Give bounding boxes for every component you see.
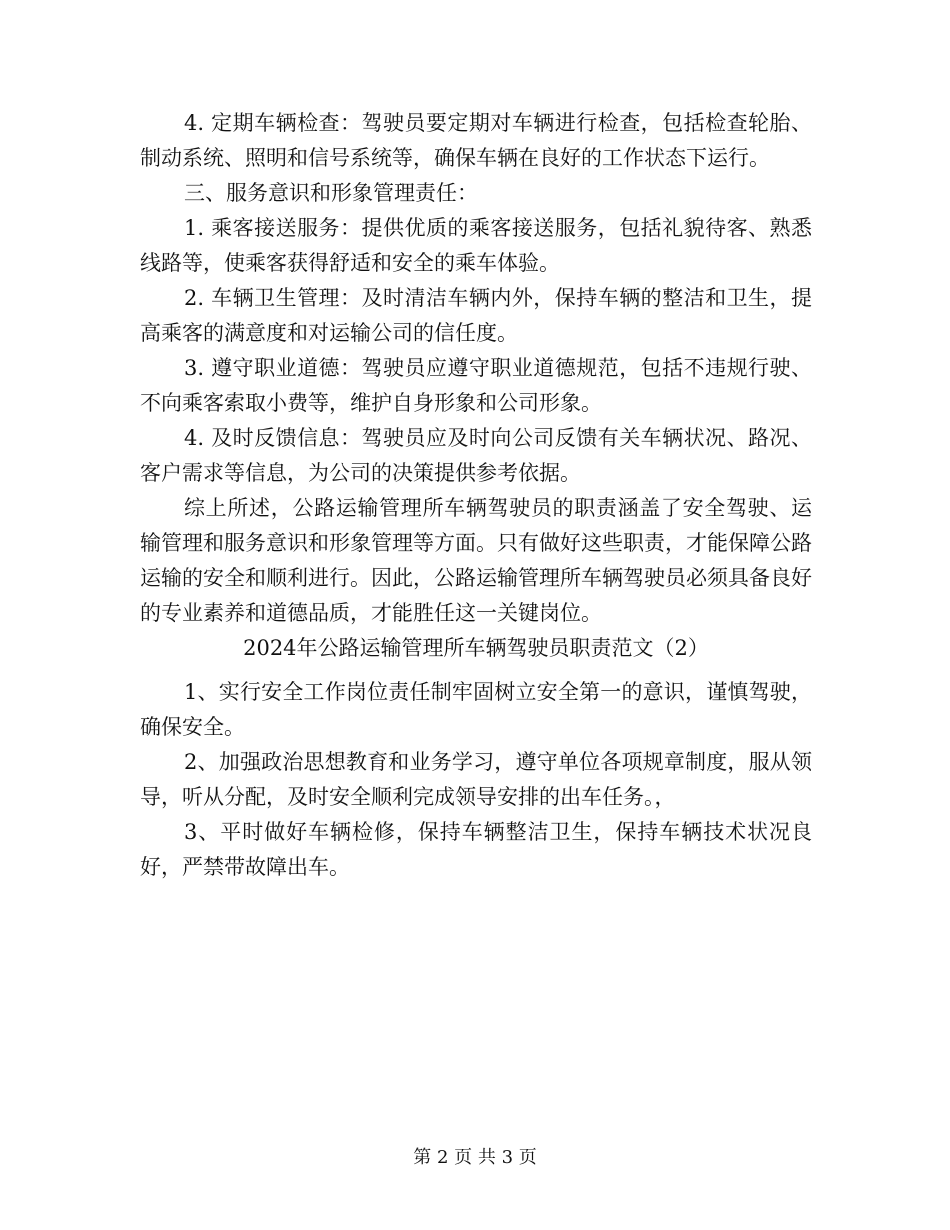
document-body — [140, 106, 812, 885]
paragraph-safety-responsibility: 1、实行安全工作岗位责任制牢固树立安全第一的意识，谨慎驾驶，确保安全。 — [140, 680, 812, 739]
page-number-footer: 第 2 页 共 3 页 — [413, 1147, 537, 1168]
paragraph-feedback: 4. 及时反馈信息：驾驶员应及时向公司反馈有关车辆状况、路况、客户需求等信息，为公司的决策提供参考依据。 — [140, 426, 812, 485]
paragraph-summary: 综上所述，公路运输管理所车辆驾驶员的职责涵盖了安全驾驶、运输管理和服务意识和形象管理等方面。只有做好这些职责，才能保障公路运输的安全和顺利进行。因此，公路运输管理所车辆驾驶员必须具备良好的专业素养和道德品质，才能胜任这一关键岗位。 — [140, 496, 812, 625]
paragraph-education-discipline: 2、加强政治思想教育和业务学习，遵守单位各项规章制度，服从领导，听从分配，及时安全顺利完成领导安排的出车任务。， — [140, 750, 812, 809]
paragraph-vehicle-hygiene: 2. 车辆卫生管理：及时清洁车辆内外，保持车辆的整洁和卫生，提高乘客的满意度和对运输公司的信任度。 — [140, 286, 812, 345]
paragraph-vehicle-maintenance: 3、平时做好车辆检修，保持车辆整洁卫生，保持车辆技术状况良好，严禁带故障出车。 — [140, 820, 812, 879]
paragraph-section-three-heading: 三、服务意识和形象管理责任： — [184, 181, 478, 205]
paragraph-passenger-service: 1. 乘客接送服务：提供优质的乘客接送服务，包括礼貌待客、熟悉线路等，使乘客获得舒适和安全的乘车体验。 — [140, 216, 812, 275]
paragraph-professional-ethics: 3. 遵守职业道德：驾驶员应遵守职业道德规范，包括不违规行驶、不向乘客索取小费等，维护自身形象和公司形象。 — [140, 356, 812, 415]
paragraph-vehicle-inspection: 4. 定期车辆检查：驾驶员要定期对车辆进行检查，包括检查轮胎、制动系统、照明和信号系统等，确保车辆在良好的工作状态下运行。 — [140, 111, 812, 170]
section-title: 2024年公路运输管理所车辆驾驶员职责范文（2） — [243, 636, 709, 660]
